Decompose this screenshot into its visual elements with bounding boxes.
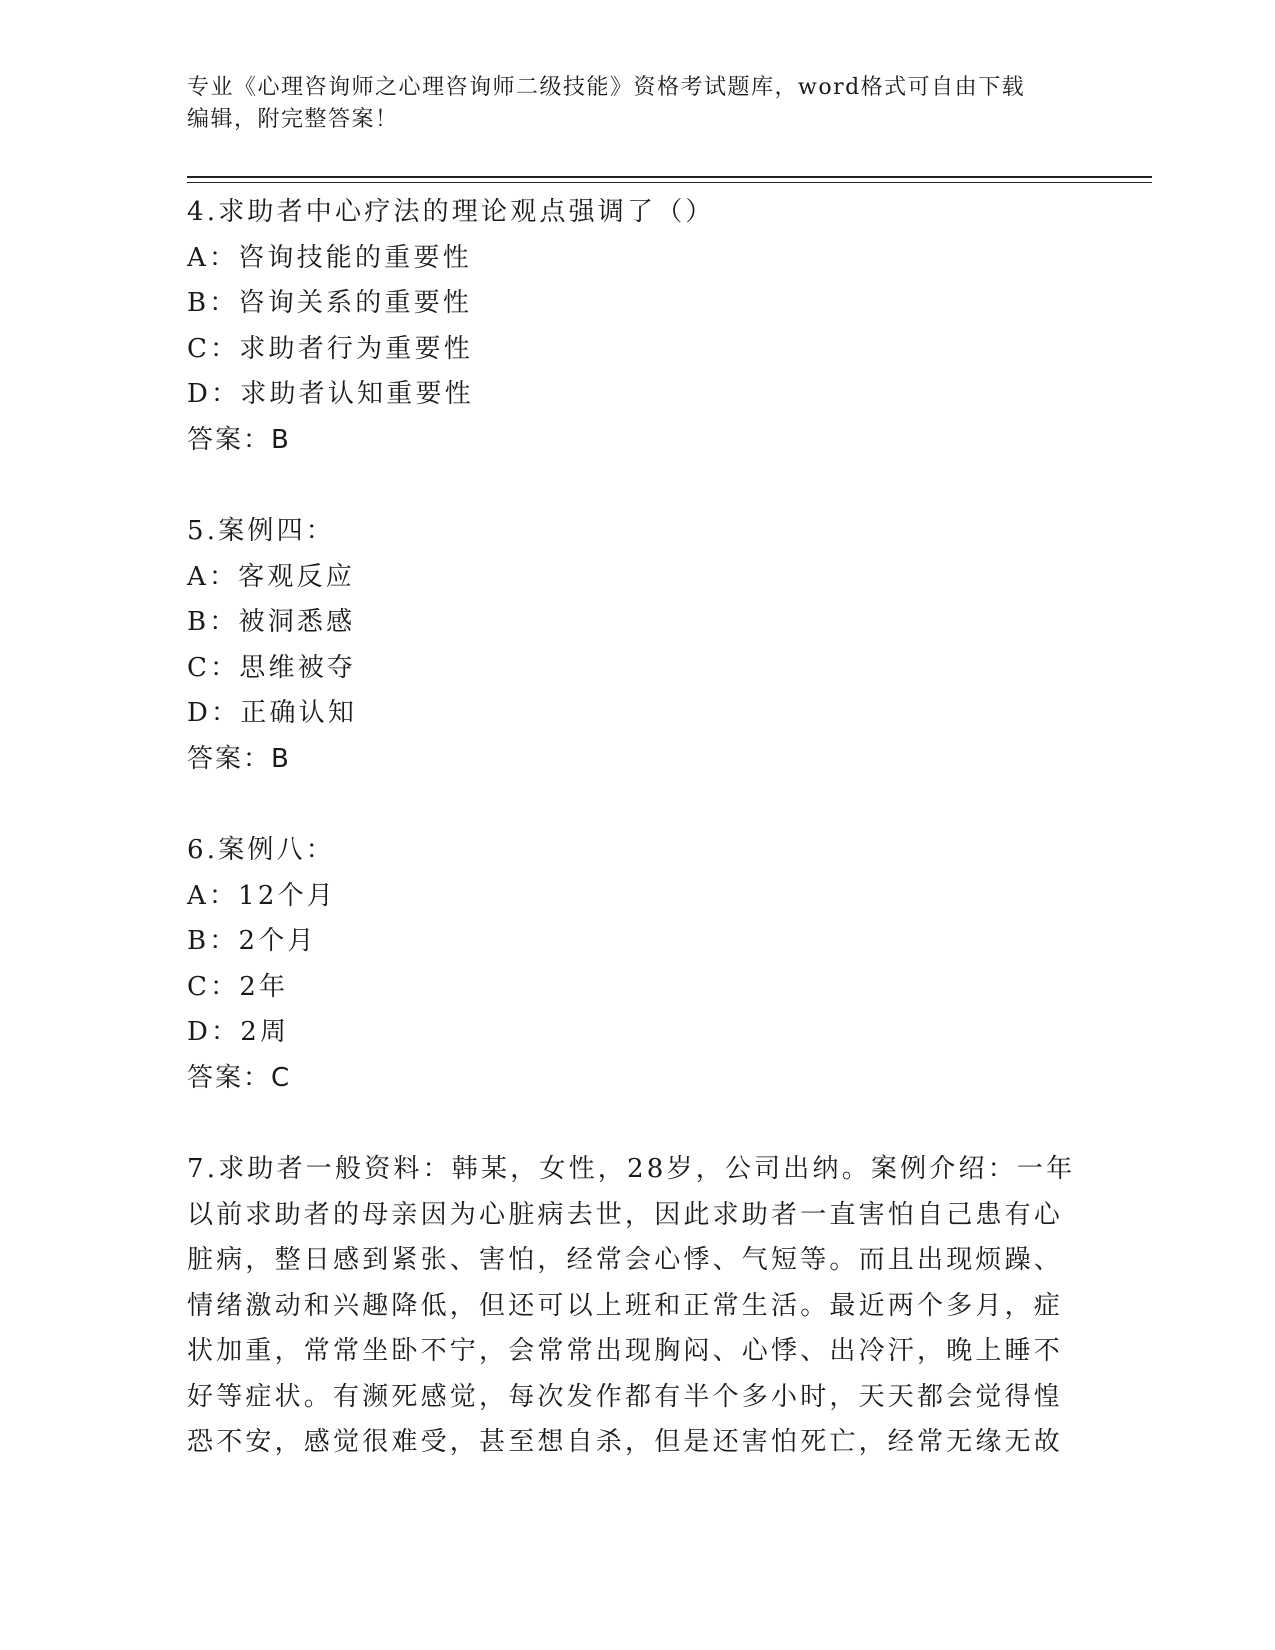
q7-line: 情绪激动和兴趣降低，但还可以上班和正常生活。最近两个多月，症 — [187, 1290, 1064, 1321]
q7-line: 状加重，常常坐卧不宁，会常常出现胸闷、心悸、出冷汗，晚上睡不 — [187, 1336, 1064, 1366]
answer: 答案：C — [187, 1062, 292, 1093]
option-d: D：求助者认知重要性 — [187, 379, 474, 409]
option-a: A：咨询技能的重要性 — [187, 242, 472, 273]
option-c: C：2年 — [187, 971, 289, 1002]
question-stem: 4.求助者中心疗法的理论观点强调了（） — [187, 197, 715, 227]
option-d: D：正确认知 — [187, 698, 358, 728]
option-d: D：2周 — [187, 1017, 290, 1047]
option-c: C：求助者行为重要性 — [187, 333, 473, 364]
question-stem: 5.案例四： — [187, 516, 336, 546]
header-line-2: 编辑，附完整答案！ — [187, 107, 399, 132]
q7-line: 7.求助者一般资料：韩某，女性，28岁，公司出纳。案例介绍：一年 — [187, 1154, 1076, 1184]
q7-line: 脏病，整日感到紧张、害怕，经常会心悸、气短等。而且出现烦躁、 — [187, 1245, 1064, 1275]
q7-line: 好等症状。有濒死感觉，每次发作都有半个多小时，天天都会觉得惶 — [187, 1381, 1064, 1412]
question-4 — [187, 190, 1067, 463]
question-stem: 6.案例八： — [187, 835, 336, 865]
header-line-1: 专业《心理咨询师之心理咨询师二级技能》资格考试题库，word格式可自由下载 — [187, 75, 1026, 100]
question-6 — [187, 828, 1067, 1101]
question-5 — [187, 509, 1067, 782]
q7-line: 以前求助者的母亲因为心脏病去世，因此求助者一直害怕自己患有心 — [187, 1199, 1064, 1230]
page-header — [187, 72, 1087, 136]
q7-line: 恐不安，感觉很难受，甚至想自杀，但是还害怕死亡，经常无缘无故 — [187, 1427, 1064, 1457]
header-rule-thin — [187, 182, 1152, 183]
option-c: C：思维被夺 — [187, 652, 357, 683]
question-7 — [187, 1147, 1076, 1466]
option-b: B：被洞悉感 — [187, 607, 356, 637]
answer: 答案：B — [187, 424, 291, 455]
header-rule-thick — [187, 176, 1152, 178]
option-a: A：客观反应 — [187, 561, 355, 592]
question-list — [187, 190, 1076, 1512]
option-b: B：咨询关系的重要性 — [187, 288, 473, 318]
answer: 答案：B — [187, 743, 291, 774]
option-b: B：2个月 — [187, 926, 317, 956]
option-a: A：12个月 — [187, 880, 337, 911]
